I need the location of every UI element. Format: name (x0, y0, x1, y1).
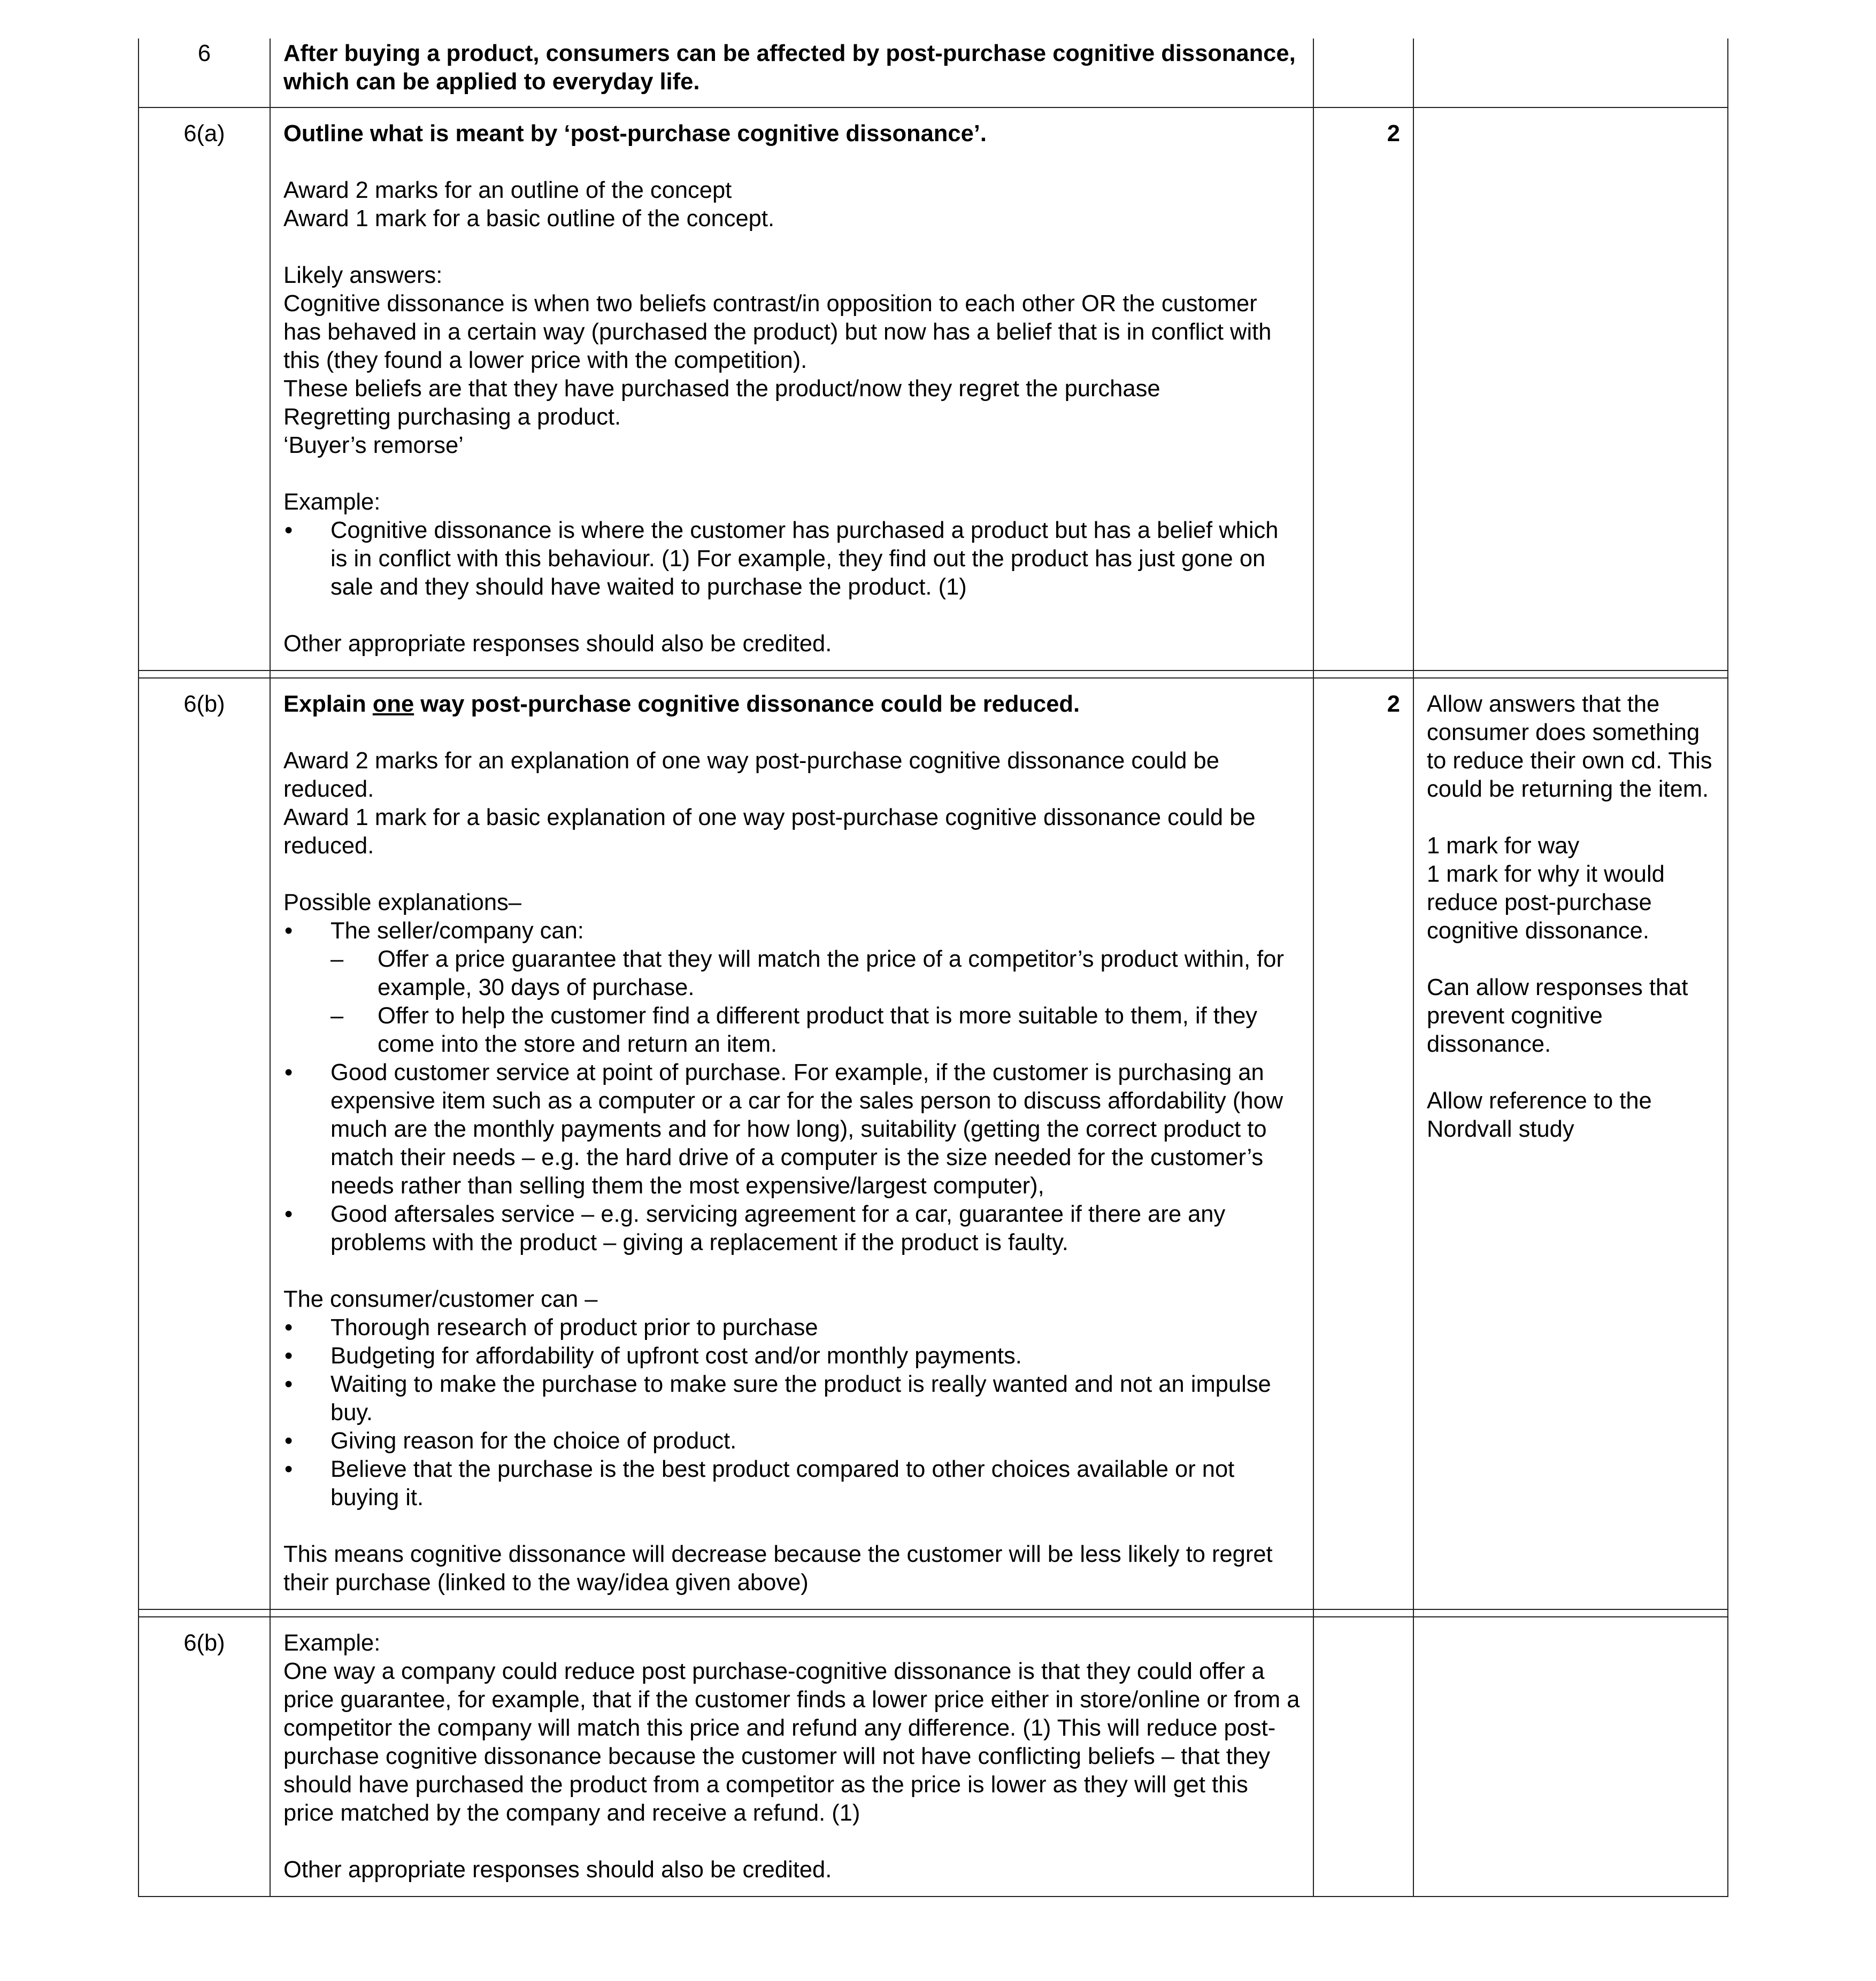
credit-note: Other appropriate responses should also be credited. (283, 1857, 832, 1883)
guidance-cell (1413, 107, 1728, 670)
guidance-note: Can allow responses that prevent cognitive dissonance. (1427, 975, 1688, 1057)
example-text: One way a company could reduce post purchase-cognitive dissonance is that they could offer a price guarantee, for example, that if the customer finds a lower price either in store/online or from a competitor the company will match this price and refund any difference. (1) This will reduce post-purchase cognitive dissonance because the customer will not have conflicting beliefs – that they should have purchased the product from a competitor as the price is lower as they will get this price matched by the company and receive a refund. (1) (283, 1659, 1300, 1826)
example-item: • Cognitive dissonance is where the customer has purchased a product but has a belief which is in conflict with this behaviour. (1) For example, they find out the product has just gone on sale and they should have waited to purchase the product. (1) (283, 517, 1300, 602)
likely-answer: Cognitive dissonance is when two beliefs contrast/in opposition to each other OR the customer has behaved in a certain way (purchased the product) but now has a belief that is in conflict with this (they found a lower price with the competition). (283, 291, 1272, 373)
award-line: Award 2 marks for an outline of the concept (283, 178, 732, 203)
consumer-item: • Giving reason for the choice of product. (283, 1427, 1300, 1455)
question-6b-row (139, 678, 1728, 1609)
conclusion-text: This means cognitive dissonance will decrease because the customer will be less likely to regret their purchase (linked to the way/idea given above) (283, 1541, 1273, 1595)
seller-sublist (330, 945, 1300, 1059)
answer-cell (270, 107, 1313, 670)
question-6a-row (139, 107, 1728, 670)
likely-heading: Likely answers: (283, 263, 443, 288)
seller-subitem: – Offer a price guarantee that they will match the price of a competitor’s product within, for example, 30 days of purchase. (330, 945, 1300, 1002)
guidance-note: Allow answers that the consumer does something to reduce their own cd. This could be returning the item. (1427, 691, 1712, 802)
guidance-cell (1413, 38, 1728, 107)
row-separator (139, 670, 1728, 678)
award-line: Award 1 mark for a basic explanation of one way post-purchase cognitive dissonance could be reduced. (283, 805, 1256, 859)
seller-list (283, 917, 1300, 1257)
answer-cell (270, 1617, 1313, 1897)
question-number: 6(b) (139, 1617, 270, 1897)
question-number: 6(b) (139, 678, 270, 1609)
award-line: Award 2 marks for an explanation of one way post-purchase cognitive dissonance could be reduced. (283, 748, 1219, 802)
credit-note: Other appropriate responses should also be credited. (283, 631, 832, 657)
guidance-cell (1413, 1617, 1728, 1897)
marks-cell (1313, 1617, 1413, 1897)
guidance-note: Allow reference to the Nordvall study (1427, 1088, 1652, 1142)
mark-scheme-table (138, 38, 1728, 1897)
question-6b-continued-row (139, 1617, 1728, 1897)
seller-intro: The seller/company can: (330, 918, 584, 944)
possible-heading: Possible explanations– (283, 890, 521, 915)
example-list (283, 517, 1300, 602)
consumer-item: • Waiting to make the purchase to make sure the product is really wanted and not an impulse buy. (283, 1370, 1300, 1427)
likely-answer: Regretting purchasing a product. (283, 404, 621, 430)
likely-answer: ‘Buyer’s remorse’ (283, 433, 464, 458)
question-emphasis: one (372, 691, 414, 717)
question-text (283, 690, 1300, 719)
service-item: • Good aftersales service – e.g. servicing agreement for a car, guarantee if there are any problems with the product – giving a replacement if the product is faulty. (283, 1200, 1300, 1257)
question-number: 6 (139, 38, 270, 107)
marks-cell: 2 (1313, 107, 1413, 670)
question-text-post: way post-purchase cognitive dissonance could be reduced. (414, 691, 1080, 717)
example-heading: Example: (283, 1630, 381, 1656)
seller-item (283, 917, 1300, 1059)
consumer-heading: The consumer/customer can – (283, 1286, 598, 1312)
question-text: Outline what is meant by ‘post-purchase cognitive dissonance’. (283, 121, 987, 147)
service-item: • Good customer service at point of purchase. For example, if the customer is purchasing an expensive item such as a computer or a car for the sales person to discuss affordability (how much are the monthly payments and for how long), suitability (getting the correct product to match their needs – e.g. the hard drive of a computer is the size needed for the customer’s needs rather than selling them the most expensive/largest computer), (283, 1059, 1300, 1200)
question-stem (270, 38, 1313, 107)
guidance-note: 1 mark for way 1 mark for why it would reduce post-purchase cognitive dissonance. (1427, 833, 1665, 944)
marks-cell: 2 (1313, 678, 1413, 1609)
question-6-row (139, 38, 1728, 107)
seller-subitem: – Offer to help the customer find a different product that is more suitable to them, if they come into the store and return an item. (330, 1002, 1300, 1059)
question-number: 6(a) (139, 107, 270, 670)
row-separator (139, 1609, 1728, 1617)
award-line: Award 1 mark for a basic outline of the concept. (283, 206, 775, 232)
question-text-pre: Explain (283, 691, 373, 717)
marks-cell (1313, 38, 1413, 107)
consumer-list (283, 1314, 1300, 1512)
stem-text: After buying a product, consumers can be affected by post-purchase cognitive dissonance, which can be applied to everyday life. (283, 41, 1296, 95)
consumer-item: • Thorough research of product prior to purchase (283, 1314, 1300, 1342)
guidance-cell (1413, 678, 1728, 1609)
consumer-item: • Budgeting for affordability of upfront cost and/or monthly payments. (283, 1342, 1300, 1370)
example-heading: Example: (283, 489, 381, 515)
likely-answer: These beliefs are that they have purchased the product/now they regret the purchase (283, 376, 1160, 402)
consumer-item: • Believe that the purchase is the best product compared to other choices available or not buying it. (283, 1455, 1300, 1512)
answer-cell (270, 678, 1313, 1609)
